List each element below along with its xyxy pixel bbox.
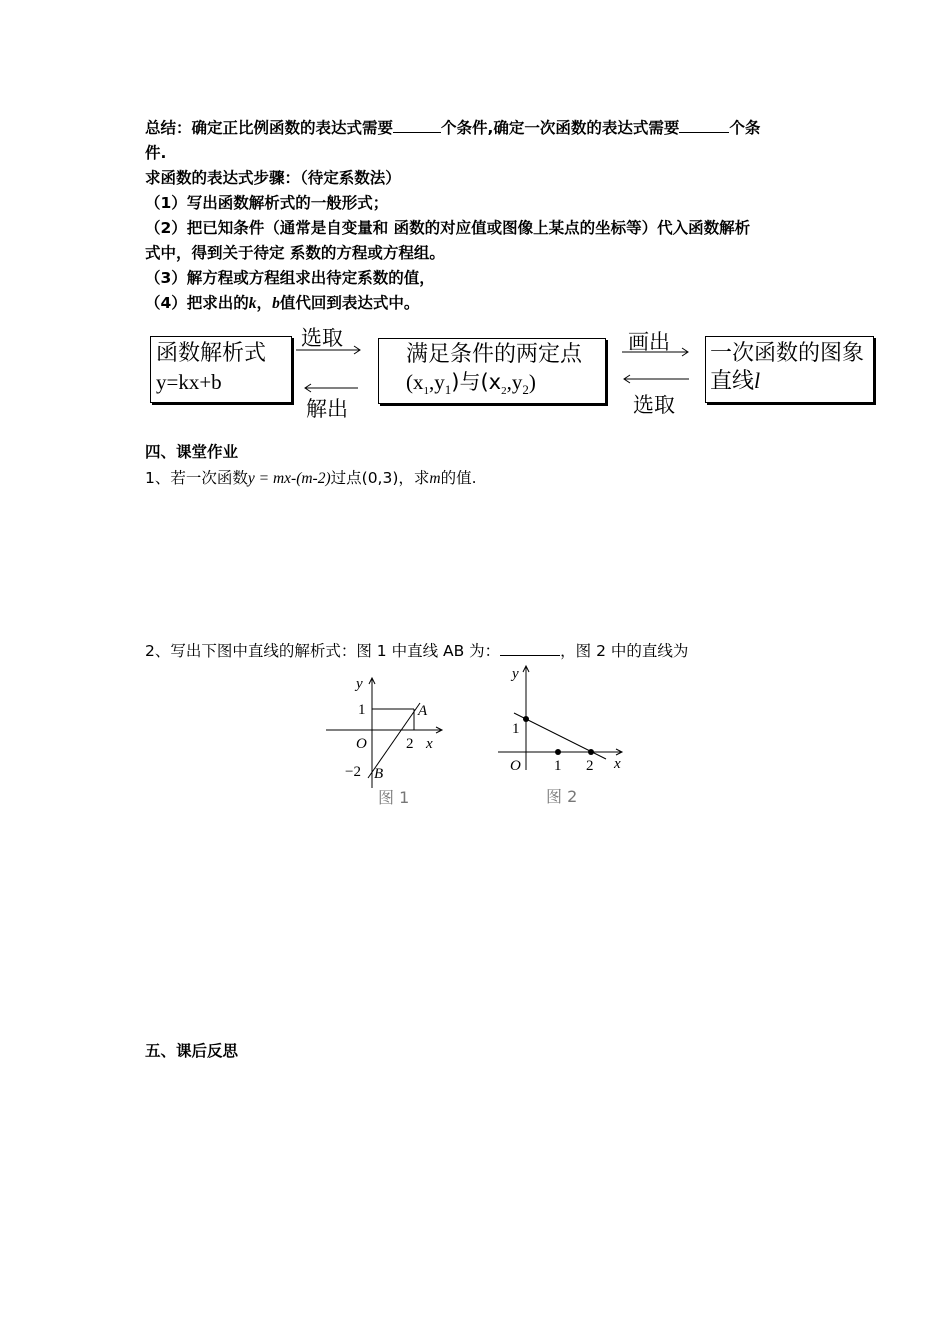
arrow2-top-label: 画出 [628,330,670,354]
summary-text-b: 个条件,确定一次函数的表达式需要 [441,119,680,137]
fig1-a-label: A [418,703,428,719]
step-2a: （2）把已知条件（通常是自变量和 函数的对应值或图像上某点的坐标等）代入函数解析 [145,219,751,237]
blank-3 [500,641,560,656]
step-3: （3）解方程或方程组求出待定系数的值， [145,269,435,287]
fig2-x-label: x [614,756,621,772]
box2-line1: 满足条件的两定点 [406,342,583,367]
fig2-point-x1 [555,749,561,755]
summary-text-c: 个条 [729,119,761,137]
arrow1-bottom-label: 解出 [306,397,348,421]
fig2-caption: 图 2 [546,787,578,806]
question-1: 1、若一次函数y = mx-(m-2)过点(0,3)，求m的值. [145,469,477,487]
fig2-point-y-intercept [523,716,529,722]
flow-arrows [0,0,950,440]
step-4: （4）把求出的k，b值代回到表达式中。 [145,294,420,312]
fig1-neg2: −2 [345,764,361,780]
fig2-one-y: 1 [512,721,520,737]
fig2-point-x2 [588,749,594,755]
box1-line1: 函数解析式 [156,341,267,366]
var-k: k [248,295,257,312]
box1-line2: y=kx+b [156,370,222,394]
fig2-one-x: 1 [554,758,562,774]
fig1-b-label: B [374,766,384,782]
arrow1-top-label: 选取 [301,326,343,350]
step-1: （1）写出函数解析式的一般形式； [145,194,389,212]
figure-2 [490,660,630,810]
figure-1 [320,670,450,810]
steps-title: 求函数的表达式步骤：（待定系数法） [145,169,401,187]
fig1-x-label: x [426,736,433,752]
arrow2-bottom-label: 选取 [633,393,675,417]
summary-text-a: 总结：确定正比例函数的表达式需要 [145,119,394,137]
fig2-y-label: y [512,666,519,682]
fig2-origin: O [510,758,521,774]
fig1-caption: 图 1 [378,788,410,807]
fig2-two: 2 [586,758,594,774]
box3-line1: 一次函数的图象 [710,341,865,366]
var-b: b [272,295,280,312]
section5-title: 五、课后反思 [145,1042,239,1060]
box3-line2: 直线l [710,368,761,394]
section4-title: 四、课堂作业 [145,443,239,461]
question-2: 2、写出下图中直线的解析式：图 1 中直线 AB 为： ，图 2 中的直线为 [145,642,689,660]
summary-line-2: 件. [145,144,167,162]
fig1-one: 1 [358,702,366,718]
box2-line2: $(x_1,y_1)$与$(x_2,y_2)$ [406,370,536,398]
fig1-two: 2 [406,736,414,752]
step-2b: 式中，得到关于待定 系数的方程或方程组。 [145,244,445,262]
fig1-origin: O [356,736,367,752]
fig1-y-label: y [356,676,363,692]
